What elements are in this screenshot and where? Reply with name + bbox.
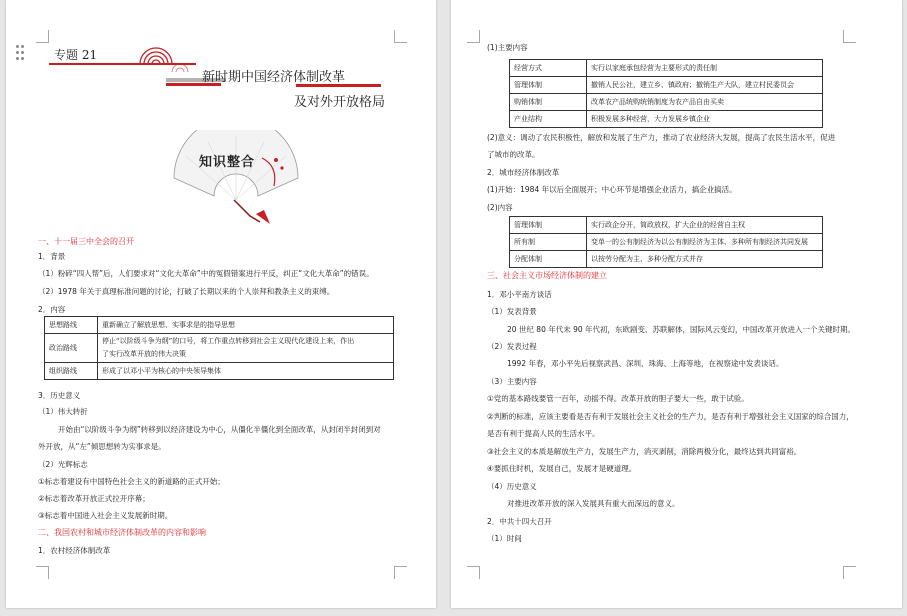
paragraph: 3．历史意义: [38, 391, 81, 400]
topic-label: 专题 21: [54, 48, 98, 62]
fan-illustration: [166, 130, 306, 225]
table-row: [45, 363, 394, 380]
table-cell: 以按劳分配为主、多种分配方式并存: [587, 251, 823, 268]
paragraph: 是否有利于提高人民的生活水平。: [487, 429, 600, 438]
paragraph: ①标志着建设有中国特色社会主义的新道路的正式开始；: [38, 477, 225, 486]
content-table-3: [509, 216, 823, 268]
content-table-2: [509, 59, 823, 128]
paragraph: 外开放，从“左”倾思想转为实事求是。: [38, 442, 166, 451]
paragraph: 1．背景: [38, 252, 66, 261]
drag-handle-icon[interactable]: [16, 45, 26, 61]
crop-mark: [467, 30, 480, 43]
paragraph: 20 世纪 80 年代末 90 年代初，东欧剧变、苏联解体，国际风云变幻，中国改革开放进入一个关键时期。: [507, 325, 856, 334]
table-cell: 所有制: [510, 234, 587, 251]
paragraph: (1)开始：1984 年以后全面展开；中心环节是增强企业活力，搞企业搞活。: [487, 185, 737, 194]
section-heading: 三、社会主义市场经济体制的建立: [487, 271, 607, 280]
paragraph: 2．城市经济体制改革: [487, 168, 560, 177]
table-cell: 产业结构: [510, 111, 587, 128]
crop-mark: [394, 566, 407, 579]
paragraph: 2．中共十四大召开: [487, 517, 552, 526]
paragraph: （2）1978 年关于真理标准问题的讨论，打破了长期以来的个人崇拜和教条主义的束缚。: [38, 287, 335, 296]
table-cell: 变单一的公有制经济为以公有制经济为主体、多种所有制经济共同发展: [587, 234, 823, 251]
table-cell: 政治路线: [45, 334, 98, 363]
table-cell: 改革农产品统购统销制度为农产品自由买卖: [587, 94, 823, 111]
table-row: [510, 217, 823, 234]
paragraph: ②判断的标准，应该主要看是否有利于发展社会主义社会的生产力，是否有利于增强社会主义国家的综合国力，: [487, 412, 854, 421]
paragraph: （4）历史意义: [487, 482, 537, 491]
paragraph: 开始由“以阶级斗争为纲”转移到以经济建设为中心，从僵化半僵化到全面改革，从封闭半封闭到对: [58, 425, 381, 434]
table-row: [510, 77, 823, 94]
paragraph: （2）光辉标志: [38, 460, 88, 469]
paragraph: （1）粉碎“四人帮”后，人们要求对“文化大革命”中的冤假错案进行平反，纠正“文化大革命”的错误。: [38, 269, 374, 278]
table-cell: 实行政企分开，简政放权，扩大企业的经营自主权: [587, 217, 823, 234]
table-cell: 组织路线: [45, 363, 98, 380]
paragraph: 1．农村经济体制改革: [38, 546, 111, 555]
paragraph: 1．邓小平南方谈话: [487, 290, 552, 299]
paragraph: （2）发表过程: [487, 342, 537, 351]
content-table-1: [44, 316, 394, 380]
table-row: [510, 60, 823, 77]
paragraph: (1)主要内容: [487, 43, 528, 52]
paragraph: （1）伟大转折: [38, 407, 88, 416]
table-row: [510, 234, 823, 251]
crop-mark: [843, 30, 856, 43]
table-cell: 撤销人民公社，建立乡、镇政府；撤销生产大队，建立村民委员会: [587, 77, 823, 94]
table-cell: 重新确立了解放思想、实事求是的指导思想: [98, 317, 394, 334]
paragraph: 对推进改革开放的深入发展具有重大而深远的意义。: [507, 499, 680, 508]
paragraph: 2．内容: [38, 305, 66, 314]
paragraph: 了城市的改革。: [487, 150, 540, 159]
table-cell: 管理体制: [510, 77, 587, 94]
table-cell: 思想路线: [45, 317, 98, 334]
table-cell: 形成了以邓小平为核心的中央领导集体: [98, 363, 394, 380]
table-cell-line: 了实行改革开放的伟大决策: [102, 350, 186, 358]
section-heading: 二、我国农村和城市经济体制改革的内容和影响: [38, 528, 206, 537]
crop-mark: [843, 566, 856, 579]
table-cell-line: 停止“以阶级斗争为纲”的口号，将工作重点转移到社会主义现代化建设上来，作出: [102, 337, 355, 345]
document-page-2: [451, 0, 902, 608]
paragraph: (2)内容: [487, 203, 513, 212]
table-cell: 积极发展多种经营，大力发展乡镇企业: [587, 111, 823, 128]
table-cell: 购销体制: [510, 94, 587, 111]
table-row: [510, 251, 823, 268]
table-row: [510, 111, 823, 128]
paragraph: （1）发表背景: [487, 307, 537, 316]
title-line-2: 及对外开放格局: [294, 95, 386, 110]
section-heading: 一、十一届三中全会的召开: [38, 237, 134, 246]
paragraph: ③社会主义的本质是解放生产力，发展生产力，消灭剥削，消除两极分化，最终达到共同富裕。: [487, 447, 802, 456]
table-cell: 经营方式: [510, 60, 587, 77]
paragraph: （3）主要内容: [487, 377, 537, 386]
paragraph: ③标志着中国进入社会主义发展新时期。: [38, 511, 173, 520]
paragraph: ②标志着改革开放正式拉开序幕；: [38, 494, 150, 503]
crop-mark: [467, 566, 480, 579]
crop-mark: [36, 566, 49, 579]
table-row: [45, 334, 394, 363]
paragraph: ④要抓住时机，发展自己，发展才是硬道理。: [487, 464, 637, 473]
table-cell: 管理体制: [510, 217, 587, 234]
paragraph: （1）时间: [487, 534, 522, 543]
table-cell: 分配体制: [510, 251, 587, 268]
paragraph: 1992 年春，邓小平先后视察武昌、深圳、珠海、上海等地，在视察途中发表谈话。: [507, 359, 784, 368]
title-line-1: 新时期中国经济体制改革: [202, 70, 346, 85]
document-page-1: [6, 0, 436, 608]
table-row: [510, 94, 823, 111]
table-row: [45, 317, 394, 334]
paragraph: ①党的基本路线要管一百年，动摇不得。改革开放的胆子要大一些，敢于试验。: [487, 394, 749, 403]
table-cell: 实行以家庭承包经营为主要形式的责任制: [587, 60, 823, 77]
paragraph: (2)意义：调动了农民积极性，解放和发展了生产力，推动了农业经济大发展，提高了农民生活水平，促进: [487, 133, 836, 142]
fan-label: 知识整合: [199, 155, 256, 170]
